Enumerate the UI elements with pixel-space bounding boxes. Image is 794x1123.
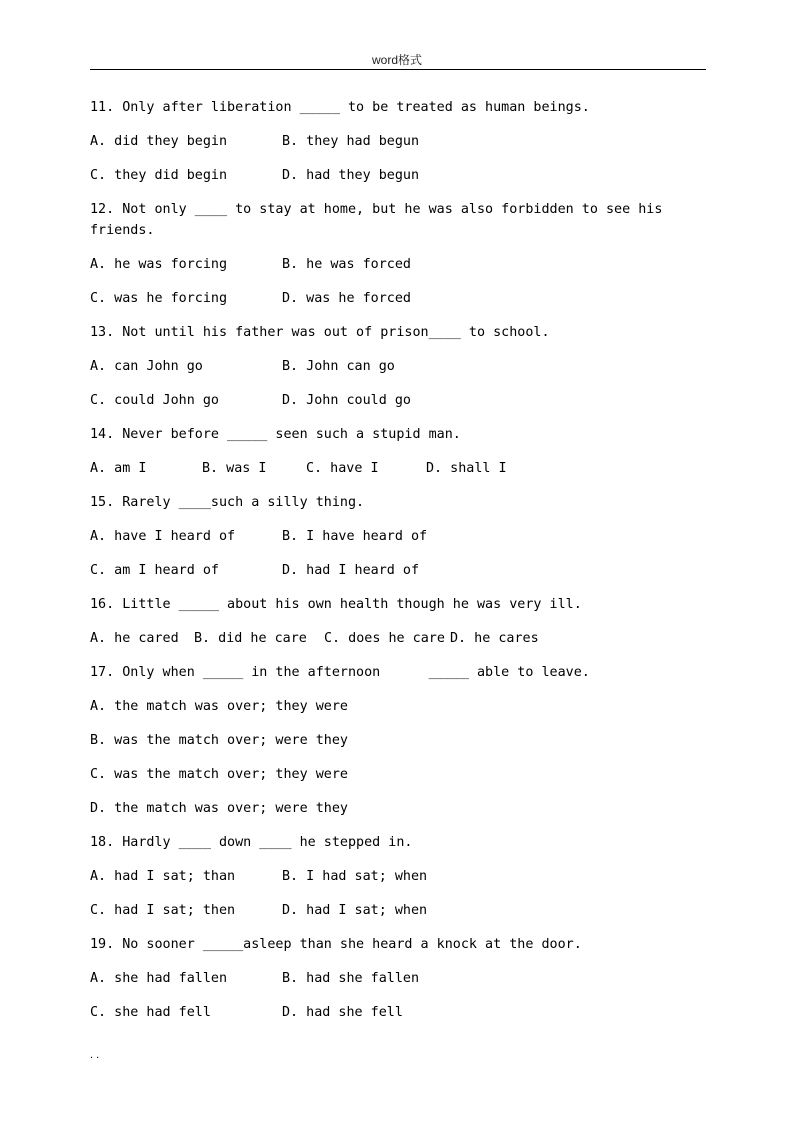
option: B. had she fallen (282, 971, 420, 986)
option: A. had I sat; than (90, 869, 236, 884)
option: D. was he forced (282, 291, 411, 306)
page-header-title: word格式 (371, 53, 422, 67)
question-stem: 17. Only when _____ in the afternoon _____ able to leave. (90, 665, 590, 680)
question-stem: 14. Never before _____ seen such a stupid man. (90, 427, 461, 442)
option: C. could John go (90, 393, 219, 408)
question-list (90, 97, 710, 1036)
option: C. was he forcing (90, 291, 228, 306)
option-row (90, 458, 710, 479)
option: D. had I sat; when (282, 903, 428, 918)
option: C. she had fell (90, 1005, 211, 1020)
option: A. the match was over; they were (90, 699, 348, 714)
option-row (90, 628, 710, 649)
option-row (90, 526, 710, 547)
option-row (90, 288, 710, 309)
option: A. she had fallen (90, 971, 228, 986)
option: C. they did begin (90, 168, 228, 183)
option: B. he was forced (282, 257, 411, 272)
option: C. have I (306, 461, 379, 476)
question-stem: 19. No sooner _____asleep than she heard a knock at the door. (90, 937, 582, 952)
option-row (90, 560, 710, 581)
option: D. had she fell (282, 1005, 403, 1020)
option: B. was I (202, 461, 267, 476)
option: D. the match was over; were they (90, 801, 348, 816)
option: B. I had sat; when (282, 869, 428, 884)
option: D. John could go (282, 393, 411, 408)
question-stem: 11. Only after liberation _____ to be treated as human beings. (90, 100, 590, 115)
option: B. did he care (194, 631, 307, 646)
question-stem: 13. Not until his father was out of prison____ to school. (90, 325, 550, 340)
header-divider (90, 69, 706, 70)
option: A. can John go (90, 359, 203, 374)
option-row (90, 390, 710, 411)
option-row (90, 356, 710, 377)
option: D. had I heard of (282, 563, 420, 578)
option-row (90, 165, 710, 186)
option: C. was the match over; they were (90, 767, 348, 782)
question-stem: 18. Hardly ____ down ____ he stepped in. (90, 835, 413, 850)
option-row (90, 131, 710, 152)
option: A. am I (90, 461, 147, 476)
option-row (90, 1002, 710, 1023)
option: A. he cared (90, 631, 179, 646)
option: B. they had begun (282, 134, 420, 149)
page-footer: . . (90, 1049, 100, 1061)
question-stem: 12. Not only ____ to stay at home, but he was also forbidden to see his friends. (90, 202, 671, 238)
option: D. shall I (426, 461, 507, 476)
option: C. had I sat; then (90, 903, 236, 918)
option-row (90, 900, 710, 921)
option: B. was the match over; were they (90, 733, 348, 748)
question-stem: 16. Little _____ about his own health though he was very ill. (90, 597, 582, 612)
option: B. I have heard of (282, 529, 428, 544)
option: A. did they begin (90, 134, 228, 149)
option: D. he cares (450, 631, 539, 646)
option-row (90, 254, 710, 275)
option: A. he was forcing (90, 257, 228, 272)
option: A. have I heard of (90, 529, 236, 544)
option: C. does he care (324, 631, 445, 646)
option-row (90, 968, 710, 989)
option: B. John can go (282, 359, 395, 374)
option: C. am I heard of (90, 563, 219, 578)
option-row (90, 866, 710, 887)
question-stem: 15. Rarely ____such a silly thing. (90, 495, 365, 510)
option: D. had they begun (282, 168, 420, 183)
